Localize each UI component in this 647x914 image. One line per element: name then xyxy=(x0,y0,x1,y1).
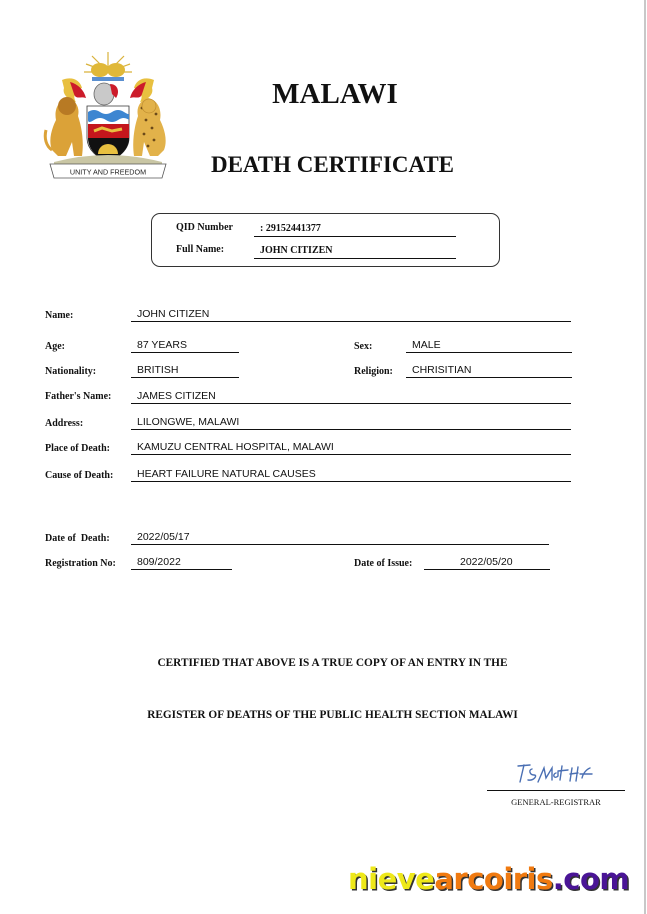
address-label: Address: xyxy=(45,418,84,429)
age-value: 87 YEARS xyxy=(131,339,239,353)
date-of-issue-label: Date of Issue: xyxy=(354,558,413,569)
certification-line-1: CERTIFIED THAT ABOVE IS A TRUE COPY OF AN ENTRY IN THE xyxy=(157,657,508,669)
page-edge xyxy=(644,0,646,914)
qid-label: QID Number xyxy=(176,222,233,233)
date-of-death-label: Date of Death: xyxy=(45,533,110,544)
place-of-death-value: KAMUZU CENTRAL HOSPITAL, MALAWI xyxy=(131,441,571,455)
signature-icon xyxy=(512,760,596,786)
full-name-value: JOHN CITIZEN xyxy=(254,245,456,259)
watermark-text xyxy=(348,862,629,896)
full-name-label: Full Name: xyxy=(176,244,225,255)
name-label: Name: xyxy=(45,310,74,321)
country-title: MALAWI xyxy=(272,78,398,110)
religion-value: CHRISITIAN xyxy=(406,364,572,378)
age-label: Age: xyxy=(45,341,65,352)
address-value: LILONGWE, MALAWI xyxy=(131,416,571,430)
father-name-label: Father's Name: xyxy=(45,391,112,402)
sex-label: Sex: xyxy=(354,341,373,352)
cause-of-death-value: HEART FAILURE NATURAL CAUSES xyxy=(131,468,571,482)
nationality-label: Nationality: xyxy=(45,366,97,377)
name-value: JOHN CITIZEN xyxy=(131,308,571,322)
religion-label: Religion: xyxy=(354,366,393,377)
motto-text: UNITY AND FREEDOM xyxy=(69,167,147,177)
signature-line xyxy=(487,790,625,791)
watermark-part-3: .com xyxy=(552,862,630,896)
nationality-value: BRITISH xyxy=(131,364,239,378)
cause-of-death-label: Cause of Death: xyxy=(45,470,114,481)
certification-line-2: REGISTER OF DEATHS OF THE PUBLIC HEALTH SECTION MALAWI xyxy=(147,709,518,721)
place-of-death-label: Place of Death: xyxy=(45,443,110,454)
watermark-part-2: arcoiris xyxy=(434,862,553,896)
date-of-issue-value: 2022/05/20 xyxy=(424,556,550,570)
signer-title: GENERAL-REGISTRAR xyxy=(511,797,601,807)
certificate-title: DEATH CERTIFICATE xyxy=(210,152,455,177)
qid-value: : 29152441377 xyxy=(254,223,456,237)
father-name-value: JAMES CITIZEN xyxy=(131,390,571,404)
watermark-part-1: nieve xyxy=(348,862,435,896)
registration-no-label: Registration No: xyxy=(45,558,116,569)
sex-value: MALE xyxy=(406,339,572,353)
date-of-death-value: 2022/05/17 xyxy=(131,531,549,545)
registration-no-value: 809/2022 xyxy=(131,556,232,570)
